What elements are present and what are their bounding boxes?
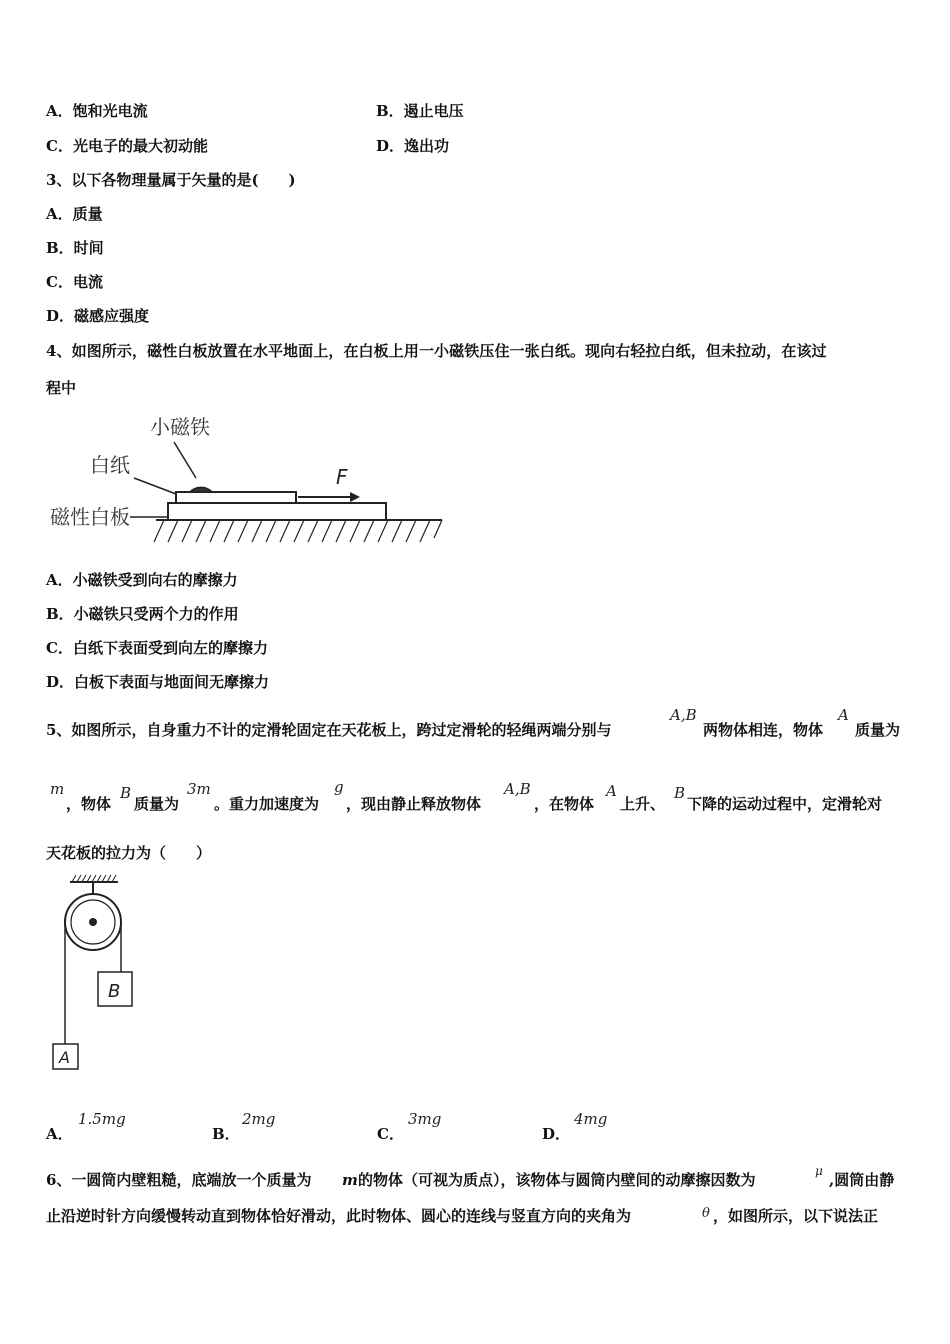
q5-line2-math-b: B	[120, 784, 132, 802]
q5-option-c-value: 3mg	[408, 1110, 442, 1128]
paper-label: 白纸	[90, 453, 130, 477]
q5-line2-text-e: ，在物体	[534, 795, 595, 813]
q5-line2-math-b2: B	[674, 784, 686, 802]
q2-option-a: A．饱和光电流	[46, 102, 148, 120]
block-b-label: B	[108, 981, 121, 1002]
q5-line1-text-b: 两物体相连，物体	[703, 721, 824, 739]
q6-line1-text-a: 6、一圆筒内壁粗糙，底端放一个质量为	[46, 1171, 312, 1189]
q4-stem-line2: 程中	[46, 379, 77, 397]
q5-line2-text-a: ，物体	[66, 795, 112, 813]
q6-line1-math-m: m	[342, 1171, 358, 1189]
q2-option-b: B．遏止电压	[376, 102, 464, 120]
force-label: F	[336, 465, 348, 489]
q5-option-b-value: 2mg	[242, 1110, 276, 1128]
q5-line1-text-c: 质量为	[855, 721, 901, 739]
q2-option-d: D．逸出功	[376, 137, 450, 155]
q5-line2-text-d: ，现由静止释放物体	[346, 795, 482, 813]
q5-option-c-letter: C．	[377, 1125, 404, 1143]
q4-option-c: C．白纸下表面受到向左的摩擦力	[46, 639, 268, 657]
q5-line2-text-c: 。重力加速度为	[214, 795, 320, 813]
q5-option-d-letter: D．	[542, 1125, 571, 1143]
q6-line2-text-a: 止沿逆时针方向缓慢转动直到物体恰好滑动，此时物体、圆心的连线与竖直方向的夹角为	[46, 1207, 632, 1225]
q5-option-d-value: 4mg	[574, 1110, 608, 1128]
q5-line2-text-f: 上升、	[620, 795, 666, 813]
q5-line2-math-3m: 3m	[187, 780, 211, 798]
q4-stem-line1: 4、如图所示，磁性白板放置在水平地面上，在白板上用一小磁铁压住一张白纸。现向右轻拉白纸，但未拉动，在该过	[46, 342, 827, 360]
q5-line2-math-m: m	[50, 780, 65, 798]
q5-line2-math-a: A	[606, 782, 617, 800]
q6-line2-text-b: ，如图所示，以下说法正	[713, 1207, 879, 1225]
q5-line1-math-ab: A,B	[670, 706, 697, 724]
whiteboard-shape	[168, 503, 386, 520]
q6-line1-text-b: 的物体（可视为质点），该物体与圆筒内壁间的动摩擦因数为	[358, 1171, 756, 1189]
q2-option-c: C．光电子的最大初动能	[46, 137, 208, 155]
q5-option-a-value: 1.5mg	[78, 1110, 126, 1128]
q3-stem: 3、以下各物理量属于矢量的是( )	[46, 171, 296, 189]
q5-option-a-letter: A．	[46, 1125, 73, 1143]
q6-line1-math-mu: μ	[815, 1164, 823, 1178]
q5-line2-text-b: 质量为	[134, 795, 180, 813]
q6-line1-text-c: ,圆筒由静	[829, 1171, 895, 1189]
magnet-label: 小磁铁	[150, 415, 210, 439]
paper-shape	[176, 492, 296, 503]
board-label: 磁性白板	[50, 505, 130, 529]
q5-line2-text-g: 下降的运动过程中，定滑轮对	[687, 795, 883, 813]
q3-option-c: C．电流	[46, 273, 103, 291]
q5-line2-math-g: g	[334, 778, 344, 796]
q3-option-b: B．时间	[46, 239, 104, 257]
q5-line1-math-a: A	[838, 706, 849, 724]
q4-option-a: A．小磁铁受到向右的摩擦力	[46, 571, 238, 589]
q4-option-d: D．白板下表面与地面间无摩擦力	[46, 673, 270, 691]
q5-option-b-letter: B．	[212, 1125, 240, 1143]
magnet-shape	[190, 487, 212, 492]
q5-line3: 天花板的拉力为（ ）	[46, 844, 212, 862]
q5-line1-text-a: 5、如图所示，自身重力不计的定滑轮固定在天花板上，跨过定滑轮的轻绳两端分别与	[46, 721, 612, 739]
q5-line2-math-ab: A,B	[504, 780, 531, 798]
q3-option-a: A．质量	[46, 205, 103, 223]
q3-option-d: D．磁感应强度	[46, 307, 150, 325]
q6-line2-math-theta: θ	[702, 1206, 710, 1221]
block-a-label: A	[59, 1048, 70, 1067]
q5-pulley-figure	[46, 872, 146, 1078]
q4-option-b: B．小磁铁只受两个力的作用	[46, 605, 239, 623]
q4-figure	[46, 410, 446, 552]
